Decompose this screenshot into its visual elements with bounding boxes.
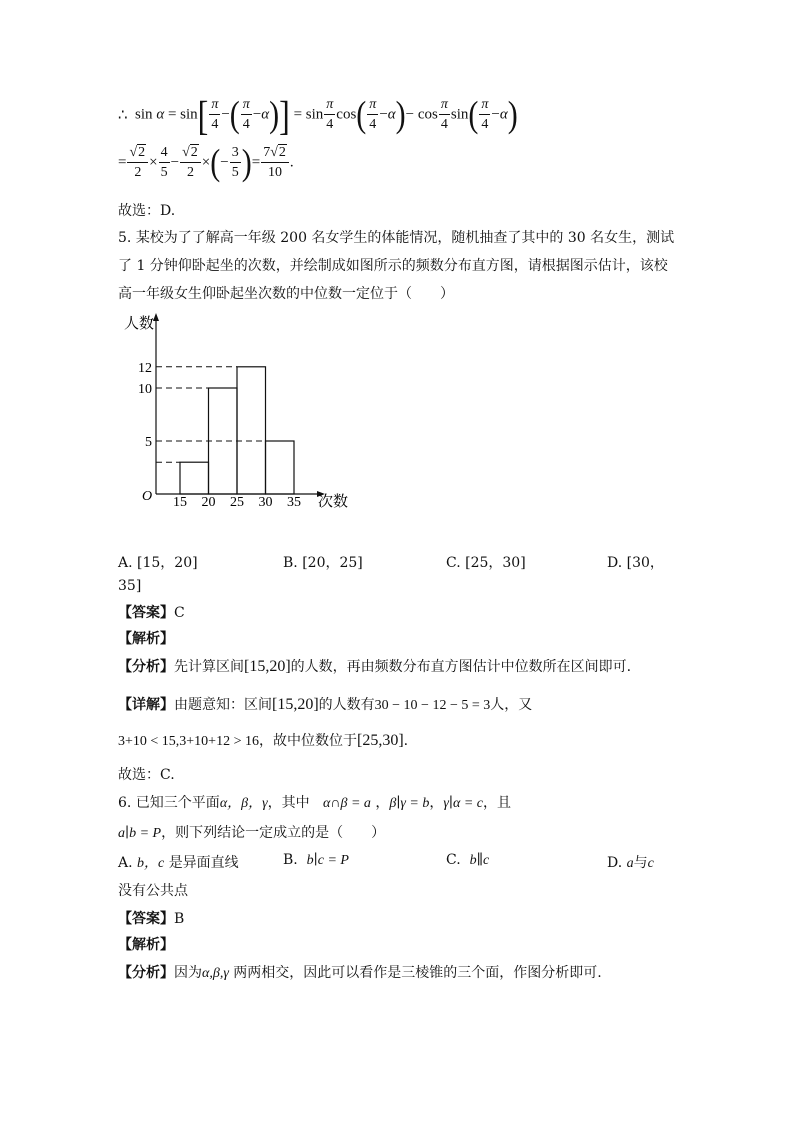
q5-line-3: 高一年级女生仰卧起坐次数的中位数一定位于（ ） — [118, 286, 454, 302]
q6-option-a: A. b，c 是异面直线 — [118, 855, 239, 871]
q5-answer: 【答案】C — [118, 605, 185, 621]
q6-analysis-tag: 【解析】 — [118, 937, 174, 953]
q6-option-b: B. b∣c = P — [283, 852, 349, 868]
q6-line-2: a∣b = P，则下列结论一定成立的是（ ） — [118, 825, 386, 841]
q5-option-d: D. [30， — [607, 555, 664, 571]
conclusion-d: 故选：D. — [118, 203, 176, 219]
y-tick-label: 12 — [138, 360, 152, 376]
equals-symbol: = — [118, 154, 127, 171]
histogram-bar — [180, 462, 209, 494]
x-tick-label: 15 — [173, 495, 187, 510]
q6-option-d-cont: 没有公共点 — [118, 883, 188, 899]
x-tick-label: 30 — [258, 495, 273, 510]
origin-label: O — [142, 489, 153, 504]
q5-option-a: A. [15，20] — [118, 555, 198, 571]
q6-fenxi: 【分析】因为α,β,γ 两两相交，因此可以看作是三棱锥的三个面，作图分析即可. — [118, 965, 602, 981]
q5-option-c: C. [25，30] — [446, 555, 526, 571]
q5-line-2: 了 1 分钟仰卧起坐的次数，并绘制成如图所示的频数分布直方图，请根据图示估计，该校 — [118, 258, 668, 274]
q5-option-d-cont: 35] — [118, 578, 142, 594]
x-tick-label: 35 — [287, 495, 301, 510]
histogram-bar — [266, 441, 295, 494]
x-axis-label: 次数 — [318, 494, 349, 510]
q5-option-b: B. [20，25] — [283, 555, 363, 571]
histogram-bar — [209, 388, 238, 494]
q5-fenxi: 【分析】先计算区间[15,20]的人数，再由频数分布直方图估计中位数所在区间即可. — [118, 658, 632, 675]
q5-conclusion: 故选：C. — [118, 767, 175, 783]
q6-option-c: C. b∥c — [446, 852, 490, 868]
histogram-bar — [237, 367, 266, 494]
formula-line-1: ∴ sin α = sin[ $\frac{\pi}{4}$ −( $\frac{\pi}{4}$ −α)] = sin $\frac{\pi}{4}$ cos( $\frac{\pi}{4}$ −α)− cos $\frac{\pi}{4}$ sin( $\frac{\pi}{4}$ −α) — [118, 91, 518, 139]
x-tick-label: 20 — [201, 495, 216, 510]
q6-line-1: 6. 已知三个平面α，β，γ，其中 α∩β = a ，β∣γ = b，γ∣α = c，且 — [118, 795, 511, 811]
q5-analysis-tag: 【解析】 — [118, 631, 174, 647]
therefore-symbol: ∴ — [118, 107, 128, 124]
y-tick-label: 5 — [145, 435, 152, 450]
histogram-chart — [118, 308, 368, 518]
y-tick-label: 10 — [138, 382, 152, 397]
formula-line-2: = $\frac{√2}{2}$ × $\frac{4}{5}$ − $\frac{√2}{2}$ ×(− $\frac{3}{5}$ )= $\frac{7√2}{10}$ . — [118, 141, 294, 183]
q5-inequality: 3+10 < 15,3+10+12 > 16，故中位数位于[25,30]. — [118, 732, 409, 749]
y-axis-label: 人数 — [124, 316, 155, 332]
q6-answer: 【答案】B — [118, 911, 185, 927]
q6-option-d: D. a与c — [607, 855, 654, 871]
x-tick-label: 25 — [230, 495, 244, 510]
q5-line-1: 5. 某校为了了解高一年级 200 名女学生的体能情况，随机抽查了其中的 30 名女生，测试 — [118, 230, 675, 246]
q5-xiangjie: 【详解】由题意知：区间[15,20]的人数有30 − 10 − 12 − 5 = 3人，又 — [118, 696, 533, 713]
